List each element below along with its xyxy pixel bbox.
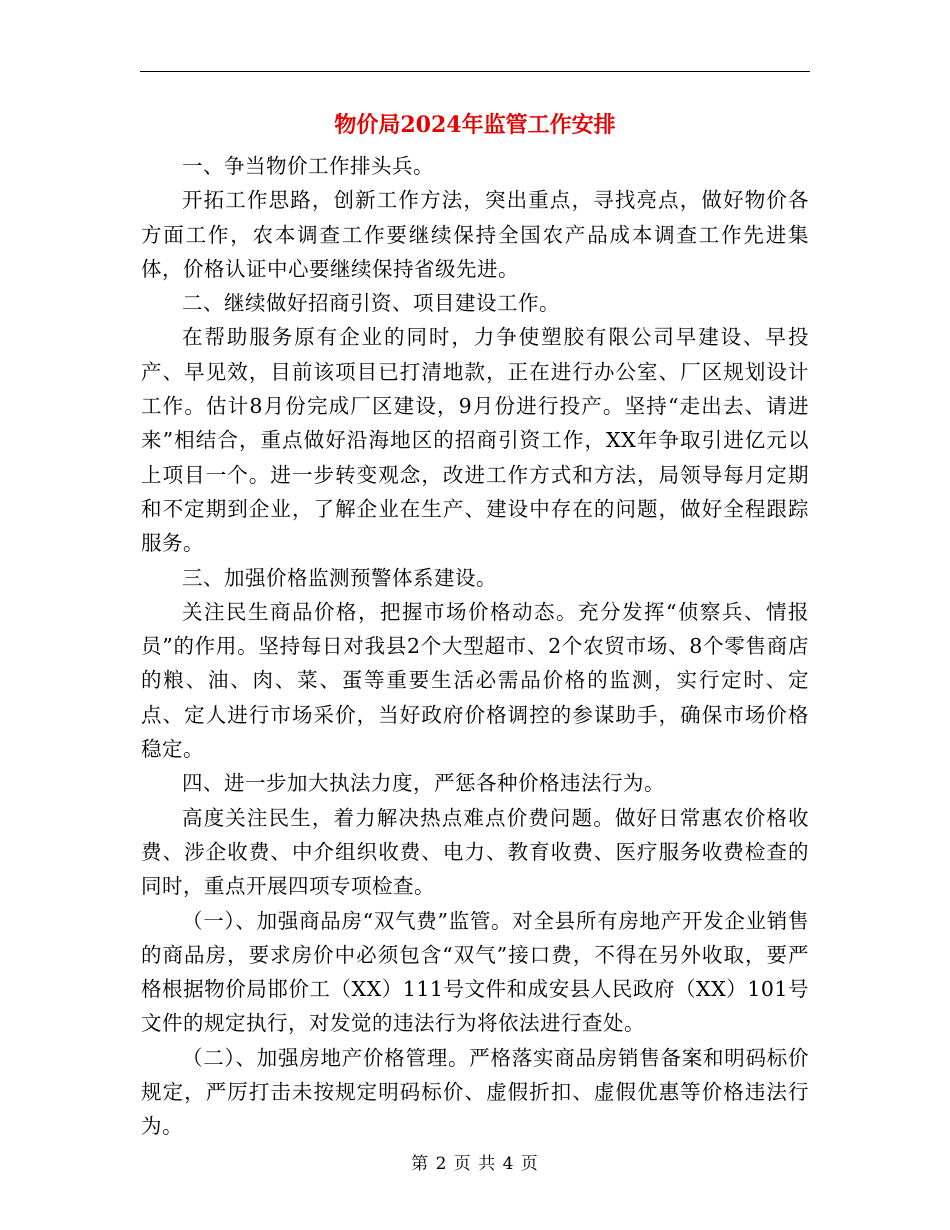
paragraph: 开拓工作思路，创新工作方法，突出重点，寻找亮点，做好物价各方面工作，农本调查工作要继续保持全国农产品成本调查工作先进集体，价格认证中心要继续保持省级先进。 bbox=[141, 188, 809, 281]
page-number: 第 2 页 共 4 页 bbox=[411, 1154, 539, 1174]
sub-item-1: （一）、加强商品房“双气费”监管。对全县所有房地产开发企业销售的商品房，要求房价中必须包含“双气”接口费，不得在另外收取，要严格根据物价局邯价工（XX）111号文件和成安县人民政府（XX）101号文件的规定执行，对发觉的违法行为将依法进行查处。 bbox=[141, 908, 809, 1036]
paragraph: 关注民生商品价格，把握市场价格动态。充分发挥“侦察兵、情报员”的作用。坚持每日对我县2个大型超市、2个农贸市场、8个零售商店的粮、油、肉、菜、蛋等重要生活必需品价格的监测，实行定时、定点、定人进行市场采价，当好政府价格调控的参谋助手，确保市场价格稳定。 bbox=[141, 599, 809, 762]
header-rule bbox=[140, 71, 810, 72]
section-heading-4: 四、进一步加大执法力度，严惩各种价格违法行为。 bbox=[182, 771, 665, 796]
section-heading-2: 二、继续做好招商引资、项目建设工作。 bbox=[182, 291, 560, 316]
sub-item-2: （二）、加强房地产价格管理。严格落实商品房销售备案和明码标价规定，严厉打击未按规定明码标价、虚假折扣、虚假优惠等价格违法行为。 bbox=[141, 1045, 809, 1139]
document-body bbox=[141, 149, 809, 1144]
section-heading-3: 三、加强价格监测预警体系建设。 bbox=[182, 565, 497, 590]
document-title: 物价局2024年监管工作安排 bbox=[334, 112, 616, 138]
paragraph: 高度关注民生，着力解决热点难点价费问题。做好日常惠农价格收费、涉企收费、中介组织收费、电力、教育收费、医疗服务收费检查的同时，重点开展四项专项检查。 bbox=[141, 805, 809, 899]
section-heading-1: 一、争当物价工作排头兵。 bbox=[182, 154, 434, 178]
paragraph: 在帮助服务原有企业的同时，力争使塑胶有限公司早建设、早投产、早见效，目前该项目已打清地款，正在进行办公室、厂区规划设计工作。估计8月份完成厂区建设，9月份进行投产。坚持“走出去、请进来”相结合，重点做好沿海地区的招商引资工作，XX年争取引进亿元以上项目一个。进一步转变观念，改进工作方式和方法，局领导每月定期和不定期到企业，了解企业在生产、建设中存在的问题，做好全程跟踪服务。 bbox=[141, 325, 809, 556]
